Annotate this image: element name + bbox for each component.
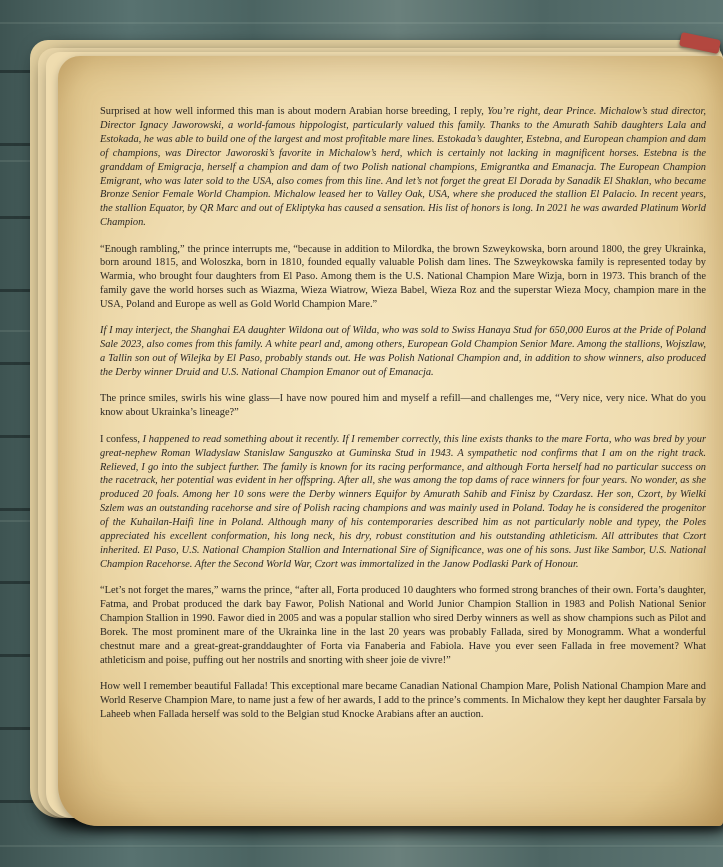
wood-grain — [0, 22, 723, 24]
text-passage: The prince smiles, swirls his wine glass—I have now poured him and myself a refill—and challenges me, “Very nice, very nice. What do you know about Ukrainka’s lineage?” — [100, 393, 706, 419]
article-body — [100, 105, 706, 734]
paragraph — [100, 433, 706, 572]
wood-grain — [0, 845, 723, 847]
paragraph — [100, 584, 706, 667]
italic-passage: If I may interject, the Shanghai EA daughter Wildona out of Wilda, who was sold to Swiss Hanaya Stud for 650,000 Euros at the Pride of Poland Sale 2023, also comes from this family. A white pearl and, among others, European Gold Champion Senior Mare. Among the stallions, Wojszlaw, a Tallin son out of Wilejka by El Paso, probably stands out. He was Polish National Champion and, in addition to show winners, also produced the Derby winner Druid and U.S. National Champion Emanor out of Emanacja. — [100, 325, 706, 379]
paragraph — [100, 324, 706, 380]
text-passage: “Enough rambling,” the prince interrupts me, “because in addition to Milordka, the brown Szweykowska, born around 1800, the grey Ukrainka, born around 1815, and Woloszka, born in 1810, founded equally valuable Polish dam lines. The Szweykowska family is represented today by Warmia, who brought four daughters from El Paso. Among them is the U.S. National Champion Mare Wizja, born in 1973. This branch of the family gave the world horses such as Wiazma, Wieza Wiatrow, Wieza Babel, Wieza Roz and the superstar Wieza Mocy, champion mare in the USA, Poland and Europe as well as Gold World Champion Mare.” — [100, 243, 706, 311]
text-passage: How well I remember beautiful Fallada! This exceptional mare became Canadian National Champion Mare, Polish National Champion Mare and World Reserve Champion Mare, to name just a few of her awards, I add to the prince’s comments. In Michalow they kept her daughter Farsala by Laheeb when Fallada herself was sold to the Belgian stud Knocke Arabians after an auction. — [100, 680, 706, 720]
italic-passage: You’re right, dear Prince. Michalow’s stud director, Director Ignacy Jaworowski, a world-famous hippologist, particularly valued this family. Thanks to the Amurath Sahib daughters Lala and Estokada, he was able to build one of the largest and most profitable mare lines. Estokada’s daughter, Estebna, and European champion and dam of champions, was Director Jaworoski’s favorite in Michalow’s herd, which is certainly not lacking in magnificent horses. Estebna is the granddam of Emigracja, herself a champion and dam of two Polish national champions, Emigrantka and Emanacja. The European Champion Emigrant, who was later sold to the USA, also comes from this line. And let’s not forget the great El Dorada by Sanadik El Shaklan, who became Bronze Senior Female World Champion. Michalow leased her to Valley Oak, USA, where she produced the stallion El Palacio. In recent years, the stallion Equator, by QR Marc and out of Ekliptyka has caused a sensation. His list of honors is long. In 2021 he was awarded Platinum World Champion. — [100, 106, 706, 229]
text-passage: I confess, — [100, 433, 143, 445]
paragraph — [100, 392, 706, 420]
paragraph — [100, 680, 706, 722]
paragraph — [100, 105, 706, 230]
paragraph — [100, 243, 706, 313]
italic-passage: I happened to read something about it recently. If I remember correctly, this line exists thanks to the mare Forta, who was bred by your great-nephew Roman Wladyslaw Stanislaw Sanguszko at Guminska Stud in 1943. A sympathetic nod confirms that I am on the right track. Relieved, I go into the subject further. The family is known for its racing performance, and although Forta herself had no particular success on the racetrack, her potential was evident in her offspring. After all, she was among the top dams of race winners for four years. No wonder, as she produced 20 foals. Among her 10 sons were the Derby winners Equifor by Amurath Sahib and Finisz by Czardasz. Her son, Czort, by Wielki Szlem was an outstanding racehorse and sire of Polish racing champions and was mainly used in Poland. Today he is considered the progenitor of the Kuhailan-Haifi line in Poland. Although many of his contemporaries described him as not particularly noble and typey, the Poles appreciated his excellent conformation, his long neck, his dry, robust constitution and his outstanding athleticism. All attributes that Czort inherited. El Paso, U.S. National Champion Stallion and International Sire of Significance, was one of his sons. Just like Sambor, U.S. National Champion Racehorse. After the Second World War, Czort was immortalized in the Janow Podlaski Park of Honour. — [100, 433, 706, 570]
text-passage: Surprised at how well informed this man is about modern Arabian horse breeding, I reply, — [100, 106, 488, 117]
text-passage: “Let’s not forget the mares,” warns the prince, “after all, Forta produced 10 daughters who formed strong branches of their own. Forta’s daughter, Fatma, and Probat produced the dark bay Fawor, Polish National and World Junior Champion Stallion in 1983 and Polish National Senior Champion Stallion in 1990. Fawor died in 2005 and was a popular stallion who sired Derby winners as well as show champions such as Pilot and Borek. The most prominent mare of the Ukrainka line in the last 20 years was probably Fallada, sired by Monogramm. What a wonderful chestnut mare and a great-great-granddaughter of Forta via Fanaberia and Fabiola. Have you ever seen Fallada in free movement? What athleticism and poise, puffing out her nostrils and snorting with sheer joie de vivre!” — [100, 585, 706, 666]
